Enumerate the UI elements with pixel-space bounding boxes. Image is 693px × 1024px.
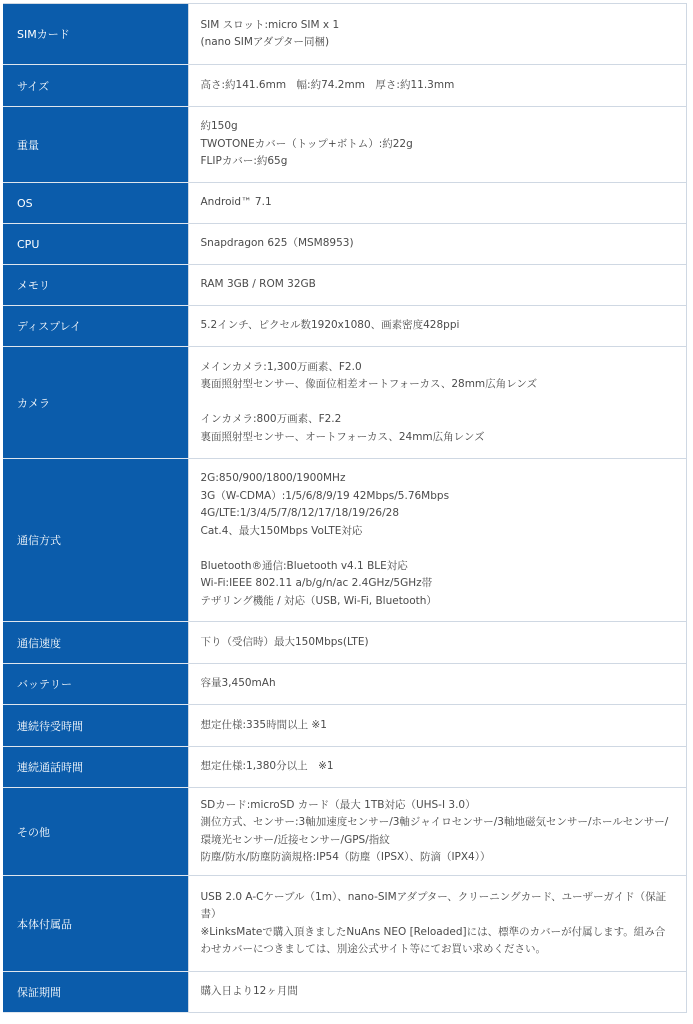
spec-value [188,459,687,622]
spec-value-line: RAM 3GB / ROM 32GB [200,278,316,291]
spec-value [188,788,687,876]
spec-value-line: 2G:850/900/1800/1900MHz [200,472,346,484]
spec-row-cpu [3,224,687,265]
spec-value-line: 下り（受信時）最大150Mbps(LTE) [200,635,369,648]
spec-value-line: 3G（W-CDMA）:1/5/6/8/9/19 42Mbps/5.76Mbps [200,489,450,502]
spec-value-line: Cat.4、最大150Mbps VoLTE対応 [200,524,363,537]
spec-label: カメラ [3,347,188,459]
spec-row-warranty [3,972,687,1013]
spec-label: 重量 [3,107,188,183]
spec-label: ディスプレイ [3,306,188,347]
spec-value [188,747,687,788]
spec-value [188,4,687,65]
spec-value-line: 約150g [200,120,238,133]
spec-value-line: 容量3,450mAh [200,677,276,690]
spec-value-line: Android™ 7.1 [200,196,272,209]
spec-label: 本体付属品 [3,876,188,972]
spec-row-camera [3,347,687,459]
spec-row-display [3,306,687,347]
spec-label: バッテリー [3,664,188,705]
spec-value [188,347,687,459]
spec-row-other [3,788,687,876]
spec-value-line: Wi-Fi:IEEE 802.11 a/b/g/n/ac 2.4GHz/5GHz帯 [200,577,433,589]
spec-row-network [3,459,687,622]
spec-row-size [3,65,687,107]
spec-table-body [3,4,687,1013]
spec-value [188,705,687,747]
spec-label: SIMカード [3,4,188,65]
spec-value [188,183,687,224]
spec-value-line: (nano SIMアダプター同梱) [200,36,330,48]
spec-value-line: 防塵/防水/防塵防滴規格:IP54（防塵（IPSX）、防滴（IPX4）） [200,851,491,863]
spec-row-accessories [3,876,687,972]
spec-label: 連続待受時間 [3,705,188,747]
spec-value-line: 高さ:約141.6mm 幅:約74.2mm 厚さ:約11.3mm [200,78,455,91]
spec-value [188,622,687,664]
spec-row-talk-time [3,747,687,788]
spec-value-line: Bluetooth®通信:Bluetooth v4.1 BLE対応 [200,559,408,572]
spec-value [188,265,687,306]
spec-value-line [201,394,673,412]
spec-value-line: TWOTONEカバー（トップ+ボトム）:約22g [200,137,413,150]
spec-label: OS [3,183,188,224]
spec-table [3,3,687,1013]
spec-value [188,876,687,972]
spec-value-line: 裏面照射型センサー、オートフォーカス、24mm広角レンズ [200,430,485,443]
spec-row-memory [3,265,687,306]
spec-row-standby-time [3,705,687,747]
spec-value-line: 購入日より12ヶ月間 [200,985,298,998]
spec-value-line: 4G/LTE:1/3/4/5/7/8/12/17/18/19/26/28 [200,507,400,519]
spec-value-line: 測位方式、センサー:3軸加速度センサー/3軸ジャイロセンサー/3軸地磁気センサー/ホールセンサー/環境光センサー/近接センサー/GPS/指紋 [200,816,669,846]
spec-value-line: テザリング機能 / 対応（USB, Wi-Fi, Bluetooth） [200,594,437,607]
spec-value-line: 想定仕様:1,380分以上 ※1 [200,760,334,773]
spec-value-line: FLIPカバー:約65g [200,155,288,168]
spec-value-line: USB 2.0 A-Cケーブル（1m）、nano-SIMアダプター、クリーニングカード、ユーザーガイド（保証書） [200,890,667,920]
spec-label: 保証期間 [3,972,188,1013]
spec-label: CPU [3,224,188,265]
spec-label: サイズ [3,65,188,107]
spec-label: その他 [3,788,188,876]
spec-value [188,972,687,1013]
spec-value [188,306,687,347]
spec-label: 通信速度 [3,622,188,664]
spec-value [188,664,687,705]
spec-row-sim-card [3,4,687,65]
spec-label: 連続通話時間 [3,747,188,788]
spec-row-weight [3,107,687,183]
spec-value [188,107,687,183]
spec-value-line: メインカメラ:1,300万画素、F2.0 [200,360,362,373]
spec-value-line: ※LinksMateで購入頂きましたNuAns NEO [Reloaded]には、標準のカバーが付属します。組み合わせカバーにつきましては、別途公式サイト等にてお買い求めください。 [200,925,666,955]
spec-value-line: SIM スロット:micro SIM x 1 [200,18,340,31]
spec-value-line: Snapdragon 625（MSM8953) [200,237,354,250]
spec-row-speed [3,622,687,664]
spec-value [188,65,687,107]
spec-row-os [3,183,687,224]
spec-value-line: 5.2インチ、ピクセル数1920x1080、画素密度428ppi [200,319,460,332]
spec-label: メモリ [3,265,188,306]
spec-value-line: 裏面照射型センサー、像面位相差オートフォーカス、28mm広角レンズ [200,378,538,391]
spec-row-battery [3,664,687,705]
spec-value-line [201,540,673,558]
spec-value-line: SDカード:microSD カード（最大 1TB対応（UHS-I 3.0） [200,798,476,811]
spec-value-line: 想定仕様:335時間以上 ※1 [200,718,327,731]
spec-value-line: インカメラ:800万画素、F2.2 [200,413,342,426]
spec-value [188,224,687,265]
spec-label: 通信方式 [3,459,188,622]
